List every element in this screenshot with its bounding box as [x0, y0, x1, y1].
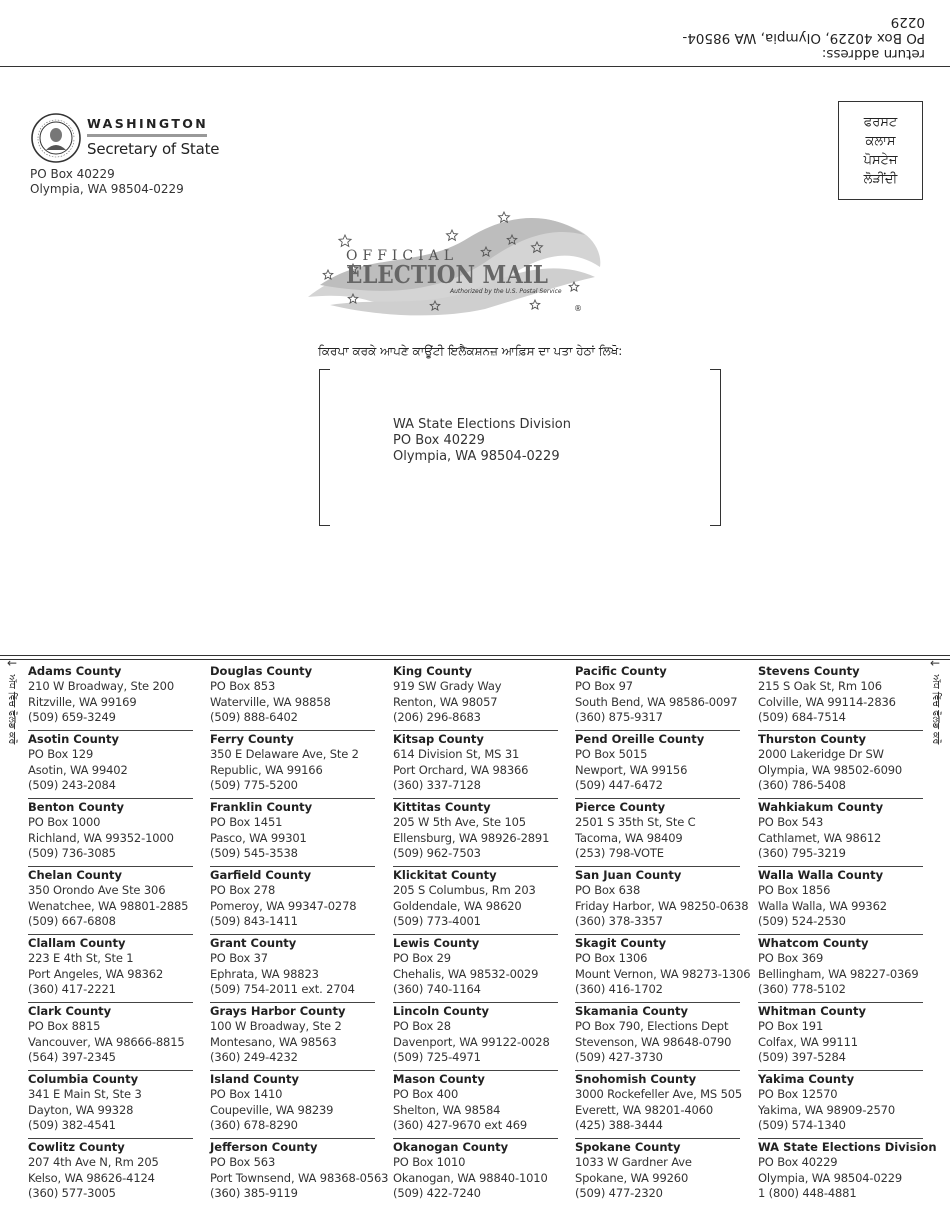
- county-phone: (509) 843-1411: [210, 914, 298, 928]
- postage-line-2: ਕਲਾਸ: [865, 133, 896, 149]
- county-address-line: PO Box 1306: [575, 951, 648, 965]
- county-city-line: Chehalis, WA 98532-0029: [393, 966, 539, 981]
- county-address-line: PO Box 543: [758, 815, 824, 829]
- county-city-line: Olympia, WA 98504-0229: [758, 1170, 903, 1185]
- county-city-line: Port Townsend, WA 98368-0563: [210, 1170, 389, 1185]
- county-city-line: Ritzville, WA 99169: [28, 694, 137, 709]
- county-city-line: Port Angeles, WA 98362: [28, 966, 164, 981]
- county-city-line: Dayton, WA 99328: [28, 1102, 134, 1117]
- sender-address: [30, 167, 184, 197]
- county-entry: [393, 1003, 558, 1071]
- county-address-line: PO Box 278: [210, 883, 276, 897]
- county-entry: [575, 935, 751, 1003]
- county-city-line: Newport, WA 99156: [575, 762, 688, 777]
- county-name: Ferry County: [210, 732, 294, 746]
- usps-authorized-text: Authorized by the U.S. Postal Service: [450, 288, 562, 295]
- county-city-line: South Bend, WA 98586-0097: [575, 694, 738, 709]
- county-entry: [393, 1139, 558, 1207]
- postage-box: [838, 101, 923, 200]
- sos-logo: [30, 112, 260, 168]
- county-name: Benton County: [28, 800, 125, 814]
- county-address-line: 1033 W Gardner Ave: [575, 1155, 692, 1169]
- county-phone: (360) 249-4232: [210, 1050, 298, 1064]
- county-entry: [393, 867, 558, 935]
- county-entry: [575, 1139, 740, 1207]
- county-entry: [758, 1003, 923, 1071]
- county-name: Mason County: [393, 1072, 485, 1086]
- county-entry: [758, 867, 923, 935]
- county-address-line: 3000 Rockefeller Ave, MS 505: [575, 1087, 743, 1101]
- county-phone: (509) 477-2320: [575, 1186, 663, 1200]
- county-entry: [210, 1003, 375, 1071]
- county-address-line: PO Box 400: [393, 1087, 459, 1101]
- county-city-line: Kelso, WA 98626-4124: [28, 1170, 155, 1185]
- destination-line-1: WA State Elections Division: [393, 417, 571, 432]
- county-address-line: PO Box 129: [28, 747, 94, 761]
- county-name: Island County: [210, 1072, 299, 1086]
- county-phone: (425) 388-3444: [575, 1118, 663, 1132]
- county-phone: (509) 382-4541: [28, 1118, 116, 1132]
- county-name: Clark County: [28, 1004, 112, 1018]
- postage-line-3: ਪੋਸਟੇਜ: [863, 152, 898, 168]
- county-address-line: 614 Division St, MS 31: [393, 747, 520, 761]
- county-city-line: Colville, WA 99114-2836: [758, 694, 896, 709]
- county-address-line: 223 E 4th St, Ste 1: [28, 951, 134, 965]
- county-column: [575, 663, 751, 1207]
- county-name: Grant County: [210, 936, 297, 950]
- fold-note-right: ਅੱਧ ਵਿੱਚ ਫੋਲਡ ਕਰੋ: [930, 674, 942, 745]
- county-city-line: Goldendale, WA 98620: [393, 898, 522, 913]
- county-entry: [210, 1071, 375, 1139]
- county-name: Pend Oreille County: [575, 732, 705, 746]
- county-phone: (509) 962-7503: [393, 846, 481, 860]
- county-address-line: 215 S Oak St, Rm 106: [758, 679, 882, 693]
- county-phone: (509) 888-6402: [210, 710, 298, 724]
- county-name: WA State Elections Division: [758, 1140, 937, 1154]
- county-address-line: PO Box 369: [758, 951, 824, 965]
- county-phone: (360) 740-1164: [393, 982, 481, 996]
- county-city-line: Montesano, WA 98563: [210, 1034, 337, 1049]
- county-name: San Juan County: [575, 868, 682, 882]
- county-phone: (360) 795-3219: [758, 846, 846, 860]
- county-city-line: Republic, WA 99166: [210, 762, 323, 777]
- county-address-line: PO Box 37: [210, 951, 268, 965]
- county-city-line: Renton, WA 98057: [393, 694, 498, 709]
- county-address-line: 350 E Delaware Ave, Ste 2: [210, 747, 359, 761]
- county-column: [28, 663, 193, 1207]
- fold-note-left: ਅੱਧ ਵਿੱਚ ਫੋਲਡ ਕਰੋ: [6, 674, 18, 745]
- state-seal-icon: [30, 112, 82, 164]
- county-address-line: 207 4th Ave N, Rm 205: [28, 1155, 159, 1169]
- county-name: Thurston County: [758, 732, 867, 746]
- county-name: Franklin County: [210, 800, 313, 814]
- county-name: Cowlitz County: [28, 1140, 125, 1154]
- county-entry: [28, 799, 193, 867]
- county-phone: (360) 337-7128: [393, 778, 481, 792]
- official-election-mail-logo: [300, 205, 610, 320]
- county-name: Clallam County: [28, 936, 126, 950]
- county-phone: (509) 243-2084: [28, 778, 116, 792]
- county-address-line: 2501 S 35th St, Ste C: [575, 815, 696, 829]
- county-address-line: PO Box 29: [393, 951, 451, 965]
- county-entry: [758, 1071, 923, 1139]
- county-entry: [28, 1139, 193, 1207]
- county-name: Wahkiakum County: [758, 800, 884, 814]
- county-name: Chelan County: [28, 868, 123, 882]
- address-instruction: ਕਿਰਪਾ ਕਰਕੇ ਆਪਣੇ ਕਾਊਂਟੀ ਇਲੈਕਸ਼ਨਜ਼ ਆਫ਼ਿਸ ਦਾ ਪਤਾ ਹੇਠਾਂ ਲਿਖੋ:: [318, 344, 623, 358]
- county-name: Jefferson County: [210, 1140, 318, 1154]
- postage-line-4: ਲੋੜੀਂਦੀ: [863, 171, 898, 187]
- county-address-line: 205 W 5th Ave, Ste 105: [393, 815, 526, 829]
- logo-office-name: Secretary of State: [87, 140, 220, 158]
- return-address: [655, 14, 925, 62]
- county-address-line: PO Box 8815: [28, 1019, 101, 1033]
- county-phone: (509) 775-5200: [210, 778, 298, 792]
- county-city-line: Coupeville, WA 98239: [210, 1102, 334, 1117]
- county-address-line: PO Box 1000: [28, 815, 101, 829]
- county-city-line: Spokane, WA 99260: [575, 1170, 689, 1185]
- county-city-line: Stevenson, WA 98648-0790: [575, 1034, 732, 1049]
- fold-arrow-left-icon: ←: [7, 656, 18, 670]
- fold-line-top: [0, 655, 950, 656]
- county-address-line: 919 SW Grady Way: [393, 679, 502, 693]
- county-name: Pacific County: [575, 664, 667, 678]
- county-phone: (360) 427-9670 ext 469: [393, 1118, 528, 1132]
- county-entry: [28, 867, 193, 935]
- county-entry: [575, 663, 740, 731]
- county-entry: [393, 799, 558, 867]
- county-address-line: PO Box 853: [210, 679, 276, 693]
- county-entry: [758, 1139, 937, 1207]
- county-phone: (360) 678-8290: [210, 1118, 298, 1132]
- county-address-line: PO Box 191: [758, 1019, 824, 1033]
- county-address-line: PO Box 97: [575, 679, 633, 693]
- address-bracket-left: [319, 369, 330, 526]
- county-entry: [210, 867, 375, 935]
- county-city-line: Yakima, WA 98909-2570: [758, 1102, 896, 1117]
- county-name: Garfield County: [210, 868, 312, 882]
- county-phone: (509) 659-3249: [28, 710, 116, 724]
- sender-line-2: Olympia, WA 98504-0229: [30, 182, 184, 196]
- county-name: Pierce County: [575, 800, 666, 814]
- county-phone: (509) 422-7240: [393, 1186, 481, 1200]
- county-column: [393, 663, 558, 1207]
- county-entry: [210, 663, 375, 731]
- county-entry: [28, 1071, 193, 1139]
- county-entry: [28, 935, 193, 1003]
- county-entry: [758, 799, 923, 867]
- county-address-line: 100 W Broadway, Ste 2: [210, 1019, 342, 1033]
- county-entry: [575, 731, 740, 799]
- county-phone: (509) 684-7514: [758, 710, 846, 724]
- county-city-line: Port Orchard, WA 98366: [393, 762, 529, 777]
- county-entry: [758, 663, 923, 731]
- county-phone: (360) 416-1702: [575, 982, 663, 996]
- county-entry: [393, 1071, 558, 1139]
- county-address-line: PO Box 1410: [210, 1087, 283, 1101]
- county-phone: (360) 417-2221: [28, 982, 116, 996]
- county-phone: (360) 378-3357: [575, 914, 663, 928]
- return-address-label: return address:: [821, 46, 925, 62]
- county-address-line: PO Box 563: [210, 1155, 276, 1169]
- county-phone: (509) 754-2011 ext. 2704: [210, 982, 355, 996]
- county-entry: [210, 935, 375, 1003]
- address-bracket-right: [710, 369, 721, 526]
- county-entry: [28, 731, 193, 799]
- county-address-line: PO Box 5015: [575, 747, 648, 761]
- county-address-line: PO Box 1451: [210, 815, 283, 829]
- county-name: Whatcom County: [758, 936, 869, 950]
- county-phone: (509) 725-4971: [393, 1050, 481, 1064]
- county-name: Yakima County: [758, 1072, 855, 1086]
- county-address-line: 2000 Lakeridge Dr SW: [758, 747, 884, 761]
- county-entry: [28, 663, 193, 731]
- county-city-line: Asotin, WA 99402: [28, 762, 128, 777]
- county-phone: (360) 577-3005: [28, 1186, 116, 1200]
- county-phone: (509) 447-6472: [575, 778, 663, 792]
- county-name: Walla Walla County: [758, 868, 884, 882]
- county-column: [210, 663, 389, 1207]
- county-name: Spokane County: [575, 1140, 681, 1154]
- county-phone: (509) 773-4001: [393, 914, 481, 928]
- county-city-line: Okanogan, WA 98840-1010: [393, 1170, 548, 1185]
- county-name: Kittitas County: [393, 800, 491, 814]
- county-city-line: Pasco, WA 99301: [210, 830, 307, 845]
- county-city-line: Pomeroy, WA 99347-0278: [210, 898, 357, 913]
- county-name: Asotin County: [28, 732, 119, 746]
- county-address-line: PO Box 12570: [758, 1087, 838, 1101]
- destination-line-3: Olympia, WA 98504-0229: [393, 449, 560, 464]
- address-area: [319, 369, 721, 524]
- county-entry: [575, 1003, 740, 1071]
- county-city-line: Wenatchee, WA 98801-2885: [28, 898, 189, 913]
- county-address-line: 350 Orondo Ave Ste 306: [28, 883, 166, 897]
- county-city-line: Olympia, WA 98502-6090: [758, 762, 903, 777]
- county-city-line: Richland, WA 99352-1000: [28, 830, 174, 845]
- county-name: Grays Harbor County: [210, 1004, 346, 1018]
- election-mail-text: ELECTION MAIL: [346, 260, 549, 289]
- county-city-line: Walla Walla, WA 99362: [758, 898, 887, 913]
- destination-line-2: PO Box 40229: [393, 433, 485, 448]
- county-city-line: Vancouver, WA 98666-8815: [28, 1034, 185, 1049]
- logo-rule: [87, 134, 207, 137]
- county-address-line: 341 E Main St, Ste 3: [28, 1087, 142, 1101]
- county-phone: (509) 397-5284: [758, 1050, 846, 1064]
- county-name: Whitman County: [758, 1004, 866, 1018]
- county-name: Klickitat County: [393, 868, 497, 882]
- county-city-line: Cathlamet, WA 98612: [758, 830, 882, 845]
- county-entry: [210, 731, 375, 799]
- county-city-line: Ellensburg, WA 98926-2891: [393, 830, 550, 845]
- county-phone: (360) 385-9119: [210, 1186, 298, 1200]
- registered-mark: ®: [574, 304, 582, 313]
- county-phone: 1 (800) 448-4881: [758, 1186, 857, 1200]
- county-phone: (509) 524-2530: [758, 914, 846, 928]
- county-city-line: Everett, WA 98201-4060: [575, 1102, 713, 1117]
- county-entry: [393, 935, 558, 1003]
- postage-line-1: ਫਰਸਟ: [863, 114, 898, 130]
- county-entry: [393, 731, 558, 799]
- county-address-line: PO Box 40229: [758, 1155, 838, 1169]
- county-city-line: Friday Harbor, WA 98250-0638: [575, 898, 749, 913]
- county-name: Snohomish County: [575, 1072, 697, 1086]
- county-address-line: 210 W Broadway, Ste 200: [28, 679, 174, 693]
- top-divider: [0, 66, 950, 67]
- county-address-line: 205 S Columbus, Rm 203: [393, 883, 536, 897]
- county-phone: (360) 778-5102: [758, 982, 846, 996]
- sender-line-1: PO Box 40229: [30, 167, 115, 181]
- county-entry: [575, 867, 749, 935]
- county-name: Lewis County: [393, 936, 480, 950]
- county-name: Okanogan County: [393, 1140, 509, 1154]
- county-phone: (253) 798-VOTE: [575, 846, 664, 860]
- county-city-line: Colfax, WA 99111: [758, 1034, 858, 1049]
- county-address-line: PO Box 28: [393, 1019, 451, 1033]
- return-address-line: PO Box 40229, Olympia, WA 98504-0229: [682, 14, 925, 46]
- county-phone: (509) 574-1340: [758, 1118, 846, 1132]
- fold-arrow-right-icon: ←: [930, 656, 941, 670]
- county-city-line: Ephrata, WA 98823: [210, 966, 319, 981]
- county-entry: [28, 1003, 193, 1071]
- county-entry: [210, 799, 375, 867]
- county-phone: (509) 427-3730: [575, 1050, 663, 1064]
- official-text: OFFICIAL: [346, 248, 459, 264]
- county-entry: [758, 731, 923, 799]
- fold-line-bottom: [0, 659, 950, 660]
- county-name: Stevens County: [758, 664, 860, 678]
- county-address-line: PO Box 790, Elections Dept: [575, 1019, 729, 1033]
- county-phone: (509) 545-3538: [210, 846, 298, 860]
- county-city-line: Tacoma, WA 98409: [575, 830, 683, 845]
- county-city-line: Davenport, WA 99122-0028: [393, 1034, 550, 1049]
- county-name: Columbia County: [28, 1072, 139, 1086]
- county-name: Douglas County: [210, 664, 313, 678]
- county-name: Skamania County: [575, 1004, 689, 1018]
- county-city-line: Mount Vernon, WA 98273-1306: [575, 966, 751, 981]
- county-phone: (360) 875-9317: [575, 710, 663, 724]
- logo-state-name: WASHINGTON: [87, 116, 209, 131]
- county-phone: (509) 667-6808: [28, 914, 116, 928]
- county-entry: [210, 1139, 389, 1207]
- county-name: King County: [393, 664, 472, 678]
- county-name: Adams County: [28, 664, 122, 678]
- destination-address: [393, 417, 571, 465]
- county-city-line: Waterville, WA 98858: [210, 694, 331, 709]
- county-name: Kitsap County: [393, 732, 484, 746]
- county-address-line: PO Box 1856: [758, 883, 831, 897]
- county-entry: [393, 663, 558, 731]
- county-city-line: Shelton, WA 98584: [393, 1102, 501, 1117]
- county-phone: (206) 296-8683: [393, 710, 481, 724]
- county-city-line: Bellingham, WA 98227-0369: [758, 966, 919, 981]
- county-name: Lincoln County: [393, 1004, 490, 1018]
- county-phone: (360) 786-5408: [758, 778, 846, 792]
- county-phone: (564) 397-2345: [28, 1050, 116, 1064]
- county-address-line: PO Box 1010: [393, 1155, 466, 1169]
- county-entry: [758, 935, 923, 1003]
- county-name: Skagit County: [575, 936, 667, 950]
- county-entry: [575, 1071, 743, 1139]
- county-phone: (509) 736-3085: [28, 846, 116, 860]
- county-address-line: PO Box 638: [575, 883, 641, 897]
- county-entry: [575, 799, 740, 867]
